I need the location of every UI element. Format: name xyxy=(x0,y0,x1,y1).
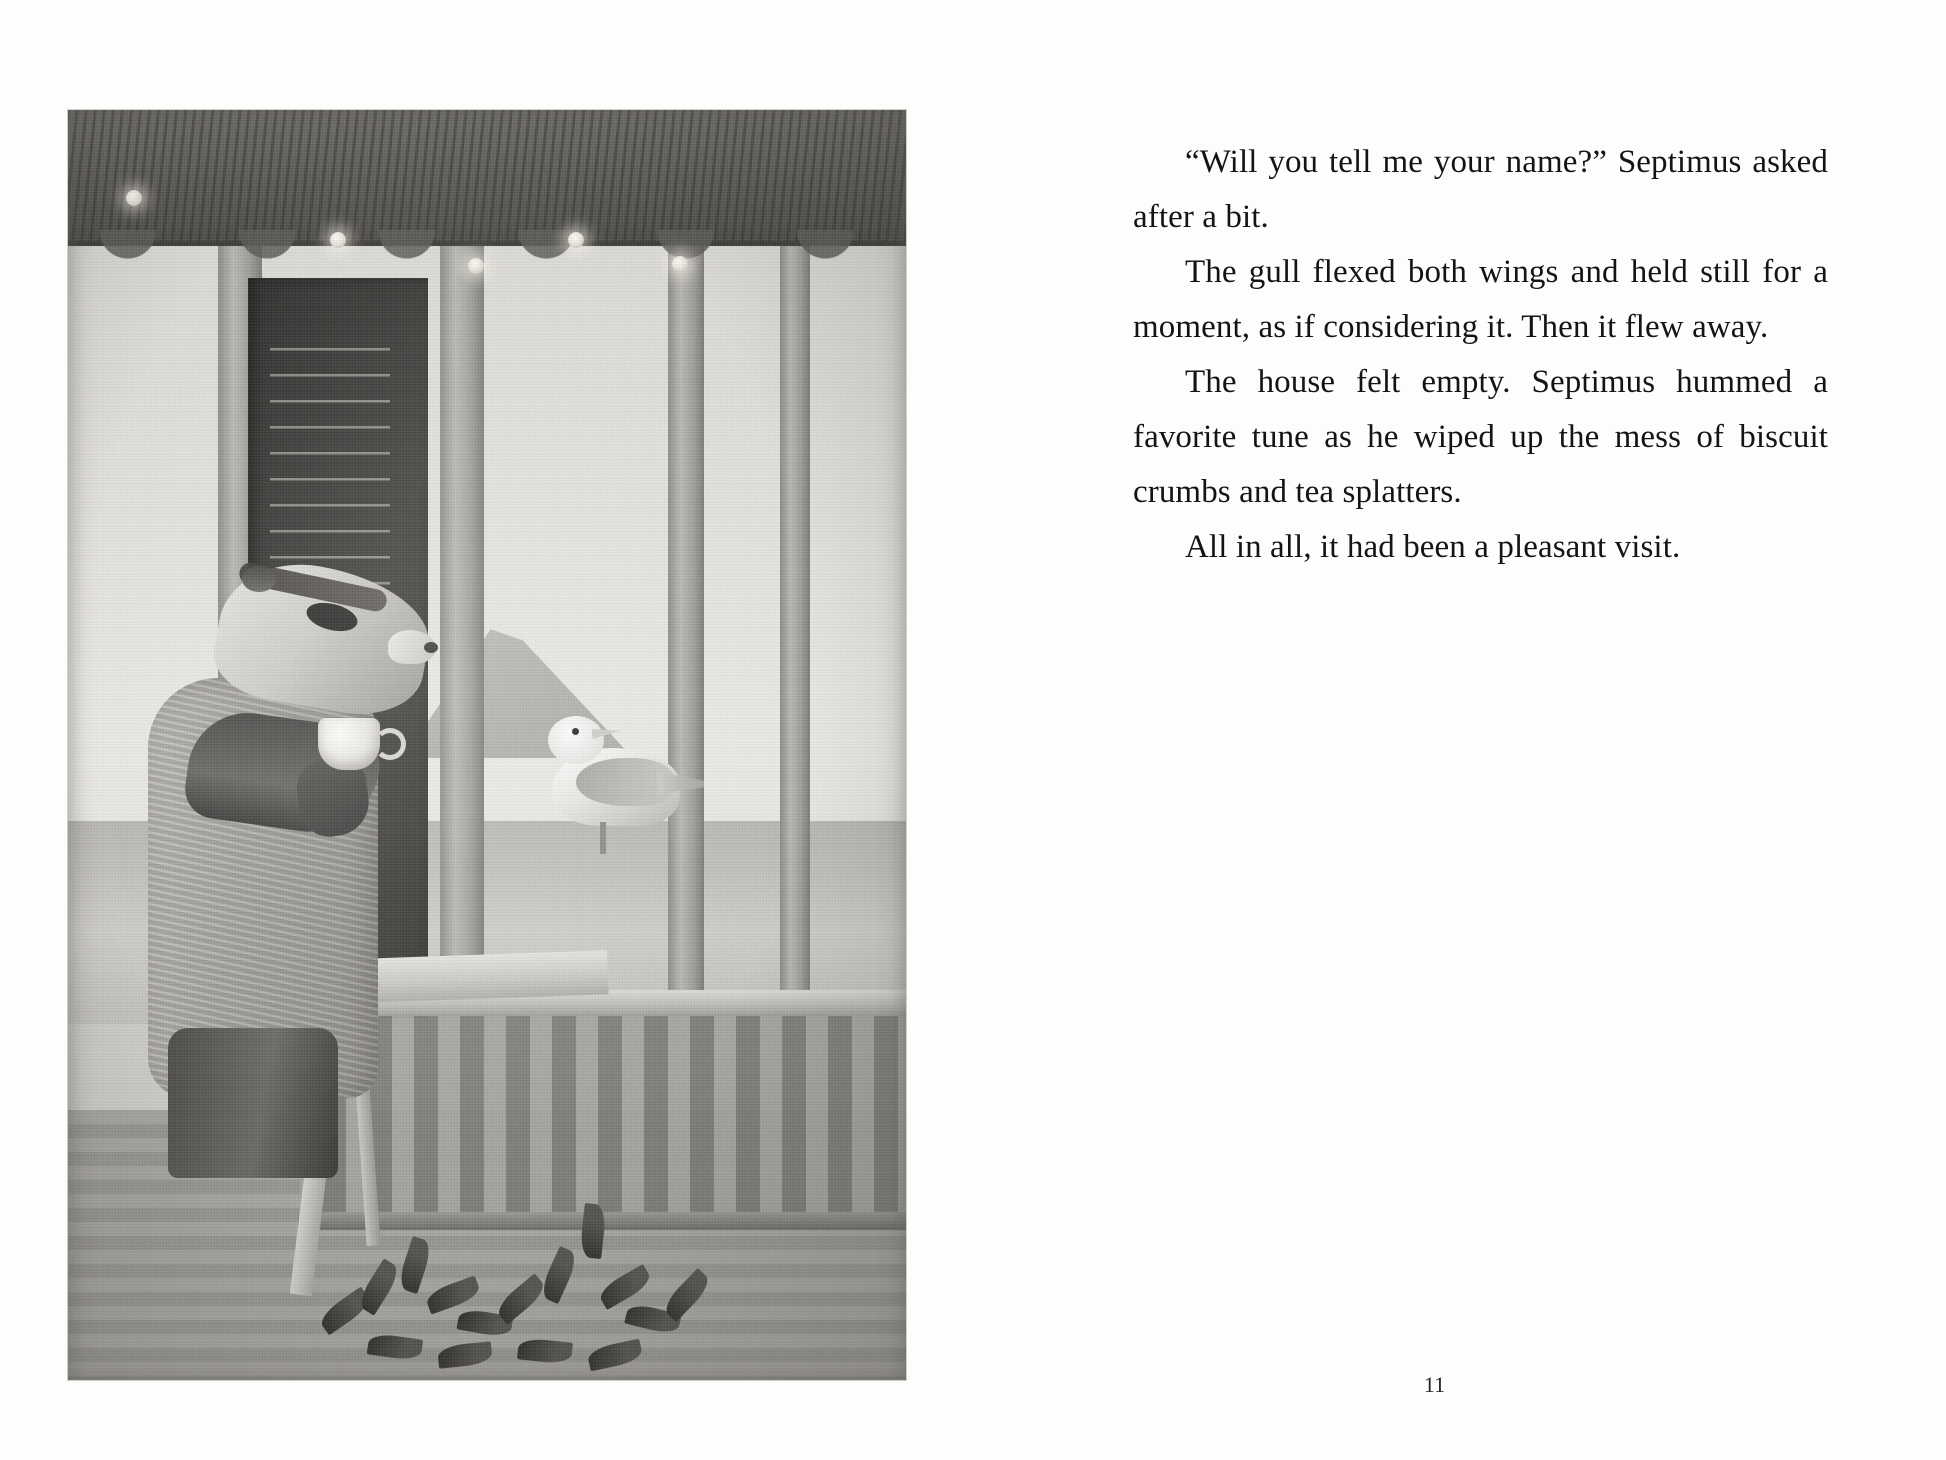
leaf xyxy=(579,1203,607,1259)
seagull-head xyxy=(548,716,604,764)
porch-post xyxy=(780,238,810,998)
string-light-bulb-icon xyxy=(330,232,346,248)
paragraph: The house felt empty. Septimus hummed a favorite tune as he wiped up the mess of biscuit crumbs and tea splatters. xyxy=(1133,364,1828,510)
illustration-badger-and-gull xyxy=(68,110,906,1380)
badger-ear xyxy=(242,566,276,592)
seagull-character xyxy=(538,702,708,872)
page-number xyxy=(973,1372,1946,1398)
teacup-handle xyxy=(374,728,406,760)
teacup-icon xyxy=(318,718,380,770)
string-light-bulb-icon xyxy=(672,256,688,272)
body-text xyxy=(1133,135,1828,575)
paragraph: “Will you tell me your name?” Septimus asked after a bit. xyxy=(1133,144,1828,235)
leaf xyxy=(355,1258,402,1315)
leaf xyxy=(596,1264,654,1310)
right-page xyxy=(973,0,1946,1460)
badger-nose xyxy=(424,642,438,653)
roof-shingle-scallops xyxy=(68,230,906,290)
paragraph: All in all, it had been a pleasant visit. xyxy=(1185,529,1681,565)
leaf xyxy=(586,1339,643,1372)
string-light-bulb-icon xyxy=(468,258,484,274)
foreground-shrubs xyxy=(308,1180,728,1380)
leaf xyxy=(660,1268,713,1322)
leaf xyxy=(396,1236,434,1294)
porch-post xyxy=(668,238,704,998)
seagull-eye xyxy=(572,728,579,735)
leaf xyxy=(517,1337,573,1365)
seagull-legs xyxy=(600,822,606,854)
string-light-bulb-icon xyxy=(568,232,584,248)
seagull-tail xyxy=(658,772,704,794)
paragraph: The gull flexed both wings and held still for a moment, as if considering it. Then it flew away. xyxy=(1133,254,1828,345)
badger-legs xyxy=(168,1028,338,1178)
leaf xyxy=(538,1246,580,1304)
porch-roof xyxy=(68,110,906,246)
leaf xyxy=(493,1273,549,1325)
badger-head xyxy=(218,558,448,718)
leaf xyxy=(367,1332,424,1361)
string-light-bulb-icon xyxy=(126,190,142,206)
leaf xyxy=(437,1341,493,1369)
leaf xyxy=(424,1275,482,1314)
page-number-value: 11 xyxy=(1423,1372,1446,1397)
badger-character xyxy=(148,558,478,1178)
